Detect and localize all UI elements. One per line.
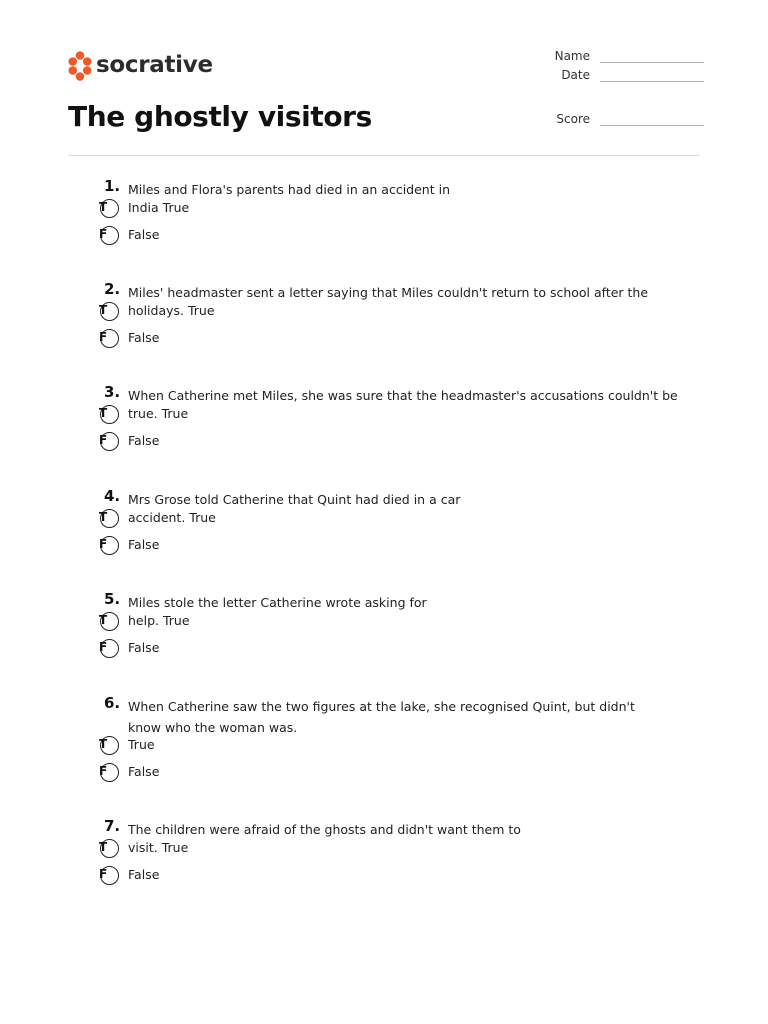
question-text: The children were afraid of the ghosts and didn't want them to: [128, 822, 521, 837]
score-line[interactable]: [600, 125, 704, 126]
option-letter: T: [99, 510, 108, 524]
question-text: When Catherine met Miles, she was sure that the headmaster's accusations couldn't be: [128, 388, 678, 403]
name-line[interactable]: [600, 62, 704, 63]
option-label: False: [128, 764, 160, 779]
option-letter: F: [99, 537, 108, 551]
option-false[interactable]: [100, 329, 660, 351]
question-number: 4.: [104, 487, 121, 505]
question-text: Miles and Flora's parents had died in an accident in: [128, 182, 451, 197]
question-text: When Catherine saw the two figures at the lake, she recognised Quint, but didn't know who the woman was.: [128, 699, 635, 735]
date-field[interactable]: [504, 68, 704, 86]
question-number: 2.: [104, 280, 121, 298]
option-false[interactable]: [100, 763, 660, 785]
option-false[interactable]: [100, 866, 660, 888]
option-letter: F: [99, 433, 108, 447]
option-letter: T: [99, 840, 108, 854]
option-label: True: [128, 737, 155, 752]
option-label: False: [128, 640, 160, 655]
question-number: 7.: [104, 817, 121, 835]
socrative-logo-icon: [68, 50, 92, 82]
option-true[interactable]: [100, 302, 660, 324]
date-line[interactable]: [600, 81, 704, 82]
option-letter: T: [99, 613, 108, 627]
date-label: Date: [561, 68, 590, 82]
option-letter: T: [99, 303, 108, 317]
option-false[interactable]: [100, 432, 660, 454]
page-title: The ghostly visitors: [68, 100, 372, 133]
name-field[interactable]: [504, 49, 704, 67]
option-letter: F: [99, 867, 108, 881]
option-letter: F: [99, 330, 108, 344]
question-text: Miles stole the letter Catherine wrote asking for: [128, 595, 427, 610]
option-letter: T: [99, 200, 108, 214]
option-letter: F: [99, 640, 108, 654]
option-true[interactable]: [100, 509, 660, 531]
option-letter: F: [99, 764, 108, 778]
option-label: holidays. True: [128, 303, 215, 318]
option-label: help. True: [128, 613, 190, 628]
option-label: accident. True: [128, 510, 216, 525]
option-label: visit. True: [128, 840, 189, 855]
option-label: False: [128, 537, 160, 552]
question-text: Mrs Grose told Catherine that Quint had died in a car: [128, 492, 461, 507]
option-false[interactable]: [100, 226, 660, 248]
name-label: Name: [554, 49, 590, 63]
option-true[interactable]: [100, 612, 660, 634]
option-label: False: [128, 867, 160, 882]
option-label: False: [128, 330, 160, 345]
option-false[interactable]: [100, 639, 660, 661]
option-true[interactable]: [100, 199, 660, 221]
question-number: 3.: [104, 383, 121, 401]
option-letter: T: [99, 406, 108, 420]
option-true[interactable]: [100, 736, 660, 758]
option-letter: T: [99, 737, 108, 751]
question-number: 5.: [104, 590, 121, 608]
score-field[interactable]: [504, 112, 704, 130]
option-true[interactable]: [100, 839, 660, 861]
option-label: False: [128, 433, 160, 448]
option-label: India True: [128, 200, 190, 215]
question-text: Miles' headmaster sent a letter saying that Miles couldn't return to school after the: [128, 285, 649, 300]
question-number: 6.: [104, 694, 121, 712]
header-divider: [68, 155, 700, 156]
option-letter: F: [99, 227, 108, 241]
score-label: Score: [556, 112, 590, 126]
option-true[interactable]: [100, 405, 660, 427]
option-label: true. True: [128, 406, 189, 421]
question-number: 1.: [104, 177, 121, 195]
brand-name: socrative: [96, 52, 213, 78]
option-label: False: [128, 227, 160, 242]
option-false[interactable]: [100, 536, 660, 558]
